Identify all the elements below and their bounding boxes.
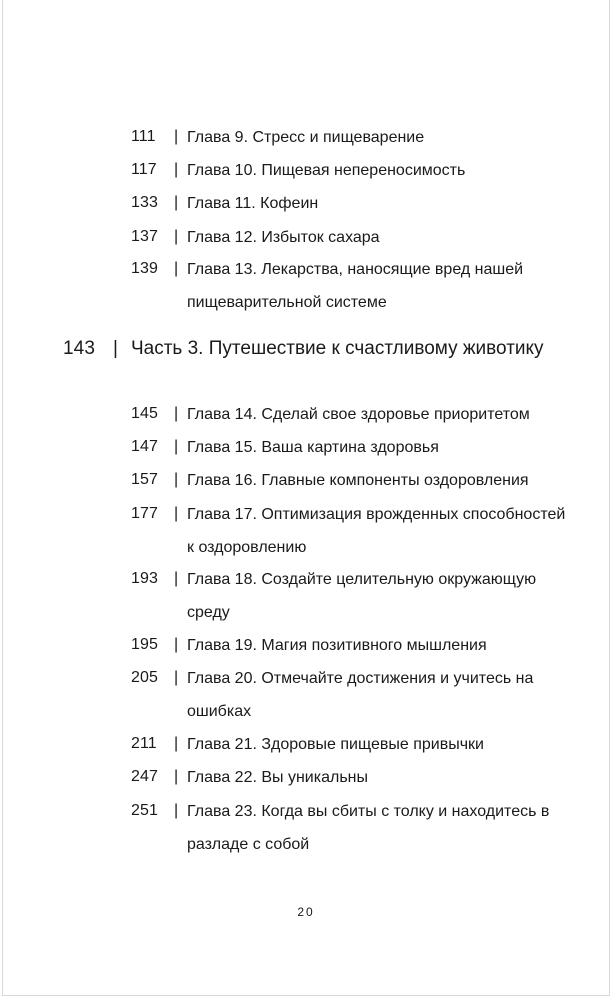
toc-page-number: 247 bbox=[131, 768, 158, 785]
toc-separator: | bbox=[174, 669, 179, 686]
toc-part-title: Часть 3. Путешествие к счастливому животику bbox=[131, 338, 544, 359]
toc-page-number: 211 bbox=[131, 735, 157, 752]
toc-separator: | bbox=[174, 735, 179, 752]
toc-title: Глава 18. Создайте целительную окружающую среду bbox=[187, 570, 537, 621]
toc-title: Глава 22. Вы уникальны bbox=[187, 768, 368, 786]
toc-separator: | bbox=[174, 194, 179, 211]
toc-page-number: 137 bbox=[131, 228, 158, 245]
toc-page-number: 195 bbox=[131, 636, 158, 653]
page-number: 20 bbox=[297, 905, 315, 919]
toc-title: Глава 10. Пищевая непереносимость bbox=[187, 161, 466, 179]
toc-separator: | bbox=[174, 161, 179, 178]
toc-page-number: 111 bbox=[131, 128, 156, 145]
toc-title: Глава 11. Кофеин bbox=[187, 194, 319, 212]
toc-page-number: 117 bbox=[131, 161, 157, 178]
toc-title: Глава 19. Магия позитивного мышления bbox=[187, 636, 487, 654]
toc-page-number: 251 bbox=[131, 802, 158, 819]
toc-separator: | bbox=[174, 636, 179, 653]
toc-title: Глава 15. Ваша картина здоровья bbox=[187, 438, 439, 456]
toc-separator: | bbox=[174, 438, 179, 455]
toc-title: Глава 13. Лекарства, наносящие вред нашей пищеварительной системе bbox=[187, 260, 524, 311]
toc-page-number: 205 bbox=[131, 669, 158, 686]
toc-separator: | bbox=[174, 570, 179, 587]
toc-page-number: 177 bbox=[131, 505, 158, 522]
toc-separator: | bbox=[174, 768, 179, 785]
toc-page-number: 145 bbox=[131, 405, 158, 422]
toc-title: Глава 23. Когда вы сбиты с толку и находитесь в разладе с собой bbox=[187, 802, 550, 853]
toc-separator: | bbox=[174, 260, 179, 277]
toc-page-number: 143 bbox=[63, 338, 96, 359]
toc-page-number: 157 bbox=[131, 471, 158, 488]
toc-page-number: 133 bbox=[131, 194, 158, 211]
toc-separator: | bbox=[174, 128, 179, 145]
toc-title: Глава 17. Оптимизация врожденных способностей к оздоровлению bbox=[187, 505, 566, 556]
toc-title: Глава 14. Сделай свое здоровье приоритетом bbox=[187, 405, 530, 423]
toc-separator: | bbox=[174, 802, 179, 819]
toc-separator: | bbox=[174, 471, 179, 488]
toc-page-number: 139 bbox=[131, 260, 158, 277]
toc-page-number: 193 bbox=[131, 570, 158, 587]
toc-separator: | bbox=[174, 228, 179, 245]
toc-page-number: 147 bbox=[131, 438, 158, 455]
toc-title: Глава 12. Избыток сахара bbox=[187, 228, 380, 246]
toc-title: Глава 21. Здоровые пищевые привычки bbox=[187, 735, 484, 753]
toc-title: Глава 20. Отмечайте достижения и учитесь на ошибках bbox=[187, 669, 534, 720]
toc-title: Глава 9. Стресс и пищеварение bbox=[187, 128, 425, 146]
toc-separator: | bbox=[113, 338, 118, 359]
toc-separator: | bbox=[174, 505, 179, 522]
toc-separator: | bbox=[174, 405, 179, 422]
toc-title: Глава 16. Главные компоненты оздоровления bbox=[187, 471, 529, 489]
